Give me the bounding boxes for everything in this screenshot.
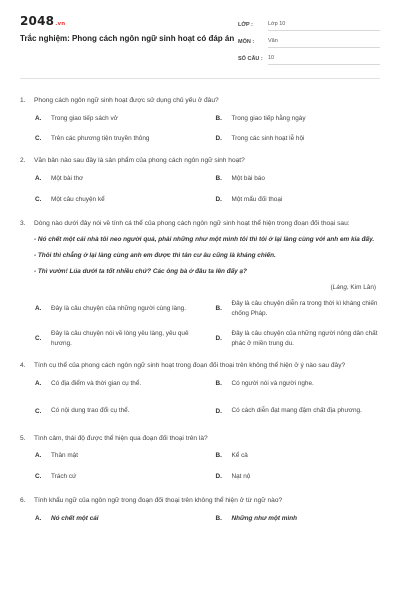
question-number: 2. [20,157,26,165]
answer-options [20,451,380,492]
meta-value: Văn [268,38,380,48]
answer-option[interactable] [35,514,200,524]
question-text: Tình cảm, thái độ được thể hiện qua đoạn đối thoại trên là? [34,434,208,442]
option-letter: B. [215,305,222,313]
option-text: Một mẩu đối thoại [231,195,283,203]
option-text: Đây là câu chuyện diễn ra trong thời kì kháng chiến chống Pháp. [231,300,378,318]
question-3 [20,219,380,358]
question-6 [20,496,380,534]
logo-domain: .vn [55,21,66,27]
answer-option[interactable] [216,327,381,351]
dialogue-line: - Thôi thì chẳng ở lại làng cùng anh em được thì tản cư âu cũng là kháng chiến. [34,251,276,259]
question-stem [20,361,380,371]
option-text: Trong giao tiếp hằng ngày [231,114,306,122]
option-text: Đây là câu chuyện của những người cùng làng. [51,305,186,313]
answer-option[interactable] [35,379,200,389]
source-title: Làng [332,284,347,292]
answer-option[interactable] [35,472,200,482]
question-text: Tính khẩu ngữ của ngôn ngữ trong đoạn đối thoại trên không thể hiện ở từ ngữ nào? [34,496,283,504]
option-text: Nó chết một cái [51,514,99,522]
option-text: Những như một mình [231,514,298,522]
option-text: Có cách diễn đạt mang đậm chất địa phương. [231,407,362,415]
meta-label: SỐ CÂU : [238,56,263,62]
answer-option[interactable] [35,451,200,461]
answer-option[interactable] [35,134,200,144]
answer-option[interactable] [216,195,381,205]
option-letter: D. [215,335,222,343]
option-text: Kể cả [231,452,248,460]
option-letter: C. [35,472,42,480]
question-stem [20,96,380,106]
option-text: Trong giao tiếp sách vở [51,114,118,122]
question-text: Văn bản nào sau đây là sản phẩm của phong cách ngôn ngữ sinh hoạt? [34,157,245,165]
answer-option[interactable] [216,379,381,389]
question-number: 3. [20,219,26,227]
option-letter: D. [215,407,222,415]
option-text: Có người nói và người nghe. [231,380,314,388]
meta-row-count [238,48,380,65]
option-text: Trên các phương tiện truyền thông [51,135,150,143]
option-letter: D. [215,135,222,143]
option-text: Trong các sinh hoạt lễ hội [231,135,305,143]
page-title: Trắc nghiệm: Phong cách ngôn ngữ sinh hoạt có đáp án [20,34,235,43]
option-letter: A. [35,175,42,183]
question-text: Tính cụ thể của phong cách ngôn ngữ sinh hoạt trong đoạn đối thoại trên không thể hiện ở ý nào sau đây? [34,362,346,370]
option-letter: A. [35,305,42,313]
question-stem [20,156,380,166]
question-4 [20,361,380,429]
option-letter: B. [215,514,222,522]
meta-row-class [238,14,380,31]
question-2 [20,156,380,214]
question-text: Phong cách ngôn ngữ sinh hoạt được sử dụng chủ yếu ở đâu? [34,97,219,104]
option-letter: B. [215,380,222,388]
quiz-meta [238,14,380,65]
answer-options [20,174,380,215]
question-1 [20,96,380,154]
answer-option[interactable] [216,114,381,124]
answer-options [20,379,380,429]
option-letter: C. [35,195,42,203]
answer-option[interactable] [216,134,381,144]
option-letter: B. [215,114,222,122]
answer-option[interactable] [216,472,381,482]
option-text: Đây là câu chuyện nói về lòng yêu làng, yêu quê hương. [51,330,189,348]
option-letter: A. [35,380,42,388]
option-letter: A. [35,514,42,522]
option-letter: D. [215,195,222,203]
question-number: 6. [20,496,26,504]
answer-option[interactable] [216,400,381,424]
option-text: Một bài thơ [51,175,84,183]
option-text: Một câu chuyện kể [51,195,105,203]
option-letter: A. [35,114,42,122]
question-text: Dòng nào dưới đây nói về tính cá thể của phong cách ngôn ngữ sinh hoạt thể hiện trong đoạn đối thoại sau: [34,219,350,227]
option-letter: C. [35,135,42,143]
answer-option[interactable] [35,400,200,424]
header-divider [20,78,380,79]
question-number: 1. [20,97,26,104]
option-letter: C. [35,407,42,415]
question-stem [20,434,380,444]
question-stem [20,219,380,229]
option-text: Một bài báo [231,175,265,183]
meta-value: Lớp 10 [268,21,380,31]
meta-label: MÔN : [238,39,255,45]
question-number: 5. [20,434,26,442]
option-text: Trách cứ [51,472,77,480]
answer-options [20,297,380,357]
answer-options [20,514,380,534]
dialogue-line: - Thì vườn! Lúa dưới ta tốt nhiều chứ? Các ông bà ở đâu ta lên đấy ạ? [34,267,247,275]
option-letter: B. [215,452,222,460]
option-text: Đây là câu chuyện của những người nông dân chất phác ở miền trung du. [231,330,378,348]
meta-value: 10 [268,55,380,65]
option-letter: B. [215,175,222,183]
question-5 [20,434,380,492]
meta-row-subject [238,31,380,48]
answer-option[interactable] [35,297,200,321]
dialogue-line: - Nó chết một cái nhà tôi neo người quá, phải những như một mình tôi thì tôi ở lại làng cùng với anh em kia đấy. [34,235,375,243]
question-stem [20,496,380,506]
meta-label: LỚP : [238,22,253,28]
option-text: Có nội dung trao đổi cụ thể. [51,407,130,415]
answer-option[interactable] [35,174,200,184]
option-letter: A. [35,452,42,460]
answer-option[interactable] [216,514,381,524]
answer-option[interactable] [216,174,381,184]
quote-source: (Làng, Kim Lân) [330,284,376,292]
logo-text: 2048 [20,14,55,28]
answer-option[interactable] [35,114,200,124]
answer-option[interactable] [216,297,381,321]
question-number: 4. [20,362,26,370]
page-header [20,14,380,72]
answer-option[interactable] [35,327,200,351]
answer-option[interactable] [35,195,200,205]
option-text: Thân mật [51,452,78,460]
answer-options [20,114,380,155]
option-letter: D. [215,472,222,480]
source-author: , Kim Lân) [346,284,376,292]
option-text: Nạt nộ [231,472,251,480]
option-letter: C. [35,335,42,343]
option-text: Có địa điểm và thời gian cụ thể. [51,380,142,388]
answer-option[interactable] [216,451,381,461]
